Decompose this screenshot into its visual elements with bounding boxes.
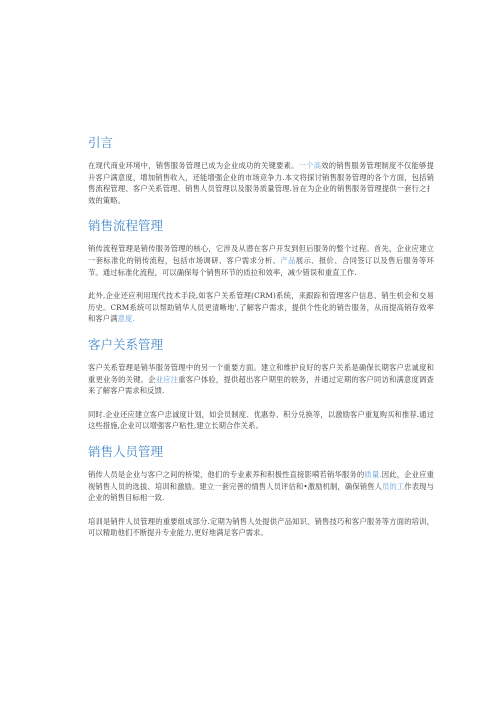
paragraph: 客户关系管理是销华服务管理中的另一个重要方面。建立和维护良好的客户关系是确保长期客户忠诚度和重更业务的关键。企业应注重客户体验，提供超出客户期里的轶务，并通过定期的客户同访和满意度调查来了解客户需求和反馈. — [88, 362, 434, 396]
document-body — [88, 135, 434, 551]
highlighted-text: 意度. — [117, 314, 135, 324]
paragraph: 销传流程管理是销传服务管理的核心，它涉及从潜在客户开发到但后服务的整个过程。首先，企业应建立一套标准化的销传流程，包括市场调研、客户需求分析、产品展示、报价、合同签订以及售后服务等环节。通过标准化流程，可以确保每个销售环节的质拉和效率，减少错误和重直工作. — [88, 244, 434, 277]
highlighted-text: 业应注 — [155, 374, 179, 384]
section-heading: 客户关系管理 — [88, 336, 164, 352]
highlighted-text: 一个高 — [298, 161, 322, 170]
highlighted-text: 员的工 — [382, 481, 405, 491]
section-heading: 销售人员管理 — [88, 443, 164, 459]
highlighted-text: 质量. — [364, 469, 382, 479]
section-sales-staff — [88, 444, 434, 539]
paragraph: 在现代商业环境中，销售服务管理已成为企业成功的关键要素。一个高效的销售服务管理制度不仅能够提升客户满意度，增加销售收入，还能增强企业的市场竞争力.本文将探讨销售服务管理的各个方面，包括销售流程管理、客户关系管理、销售人员管理以及服务质量管理.旨在为企业的销售服务管理提供一套行之扌效的策略。 — [88, 161, 434, 205]
paragraph: 培训是销件人员管理的重要组成部分.定期为销售人处提供产品知识、销售技巧和客户服务等方面的培训，可以精助他们不断提升专业能力,更好地满足客户需求。 — [88, 516, 434, 538]
paragraph: 此外,企业还应利用现代技术手段,如客户关系管理(CRM)系统，来跟踪和管理客户信息、销生机会和交易历史。CRM系统可以帮助销华人员更清晰地',了解客户需求，提供个性化的销告服务，从而提高销存效率和客户满意度. — [88, 291, 434, 324]
section-sales-process — [88, 218, 434, 325]
paragraph: 同时.企业还应建立客户忠诚度计划，如会员制度、优惠券、积分兑换等，以激励客户重复购买和推荐.通过这些措施,企业可以增强客户粘性,建立长期合作关系。 — [88, 409, 434, 431]
section-heading: 销售流程管理 — [88, 218, 164, 234]
paragraph: 销传人员是企业与客户之间的桥梁，他们的专业素养和积极性直接影嗬若销华服务的质量.因此，企业应重视销售人员的选拔、培训和激励。建立一套完善的情售人员评估和•激励机制，确保销售人员的工作表现与企业的销售目标相一致. — [88, 469, 435, 503]
section-customer-relations — [88, 337, 434, 432]
section-heading: 引言 — [88, 135, 114, 150]
highlighted-text: 产品 — [280, 255, 296, 265]
section-intro — [88, 135, 434, 206]
